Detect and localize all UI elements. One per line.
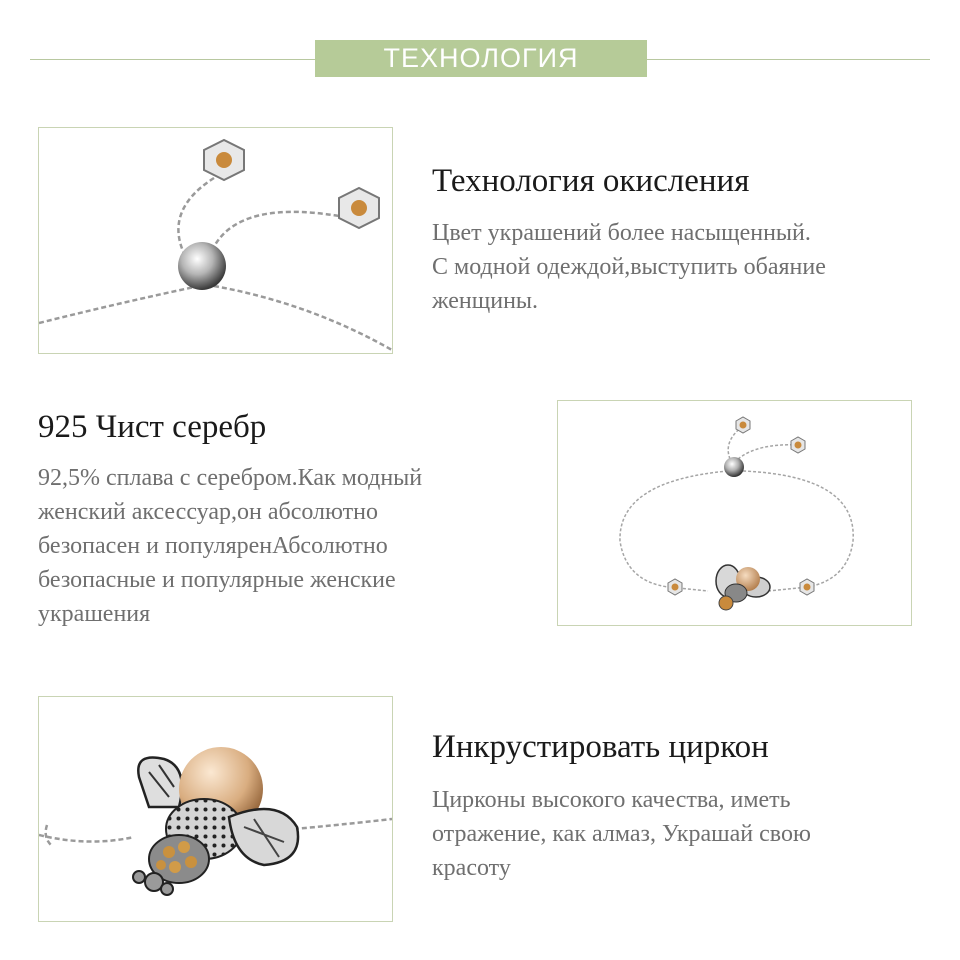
hexagon-charm-top bbox=[204, 140, 244, 180]
hexagon-charm-right bbox=[791, 437, 805, 453]
product-photo-full-bracelet bbox=[557, 400, 912, 626]
bee-charm bbox=[716, 565, 770, 610]
section-2-heading: 925 Чист серебр bbox=[38, 409, 267, 445]
hexagon-charm-right-bottom bbox=[800, 579, 814, 595]
section-3-text: Цирконы высокого качества, иметь отражение, как алмаз, Украшай свою красоту bbox=[432, 787, 811, 881]
slider-bead bbox=[724, 457, 744, 477]
divider-left bbox=[30, 59, 315, 60]
bee-wing-left bbox=[138, 757, 182, 807]
full-bracelet-illustration bbox=[558, 401, 911, 625]
bee-wing-right bbox=[229, 809, 298, 865]
section-1-heading: Технология окисления bbox=[432, 163, 750, 199]
slider-closeup-illustration bbox=[39, 128, 392, 353]
section-banner: ТЕХНОЛОГИЯ bbox=[315, 40, 647, 77]
bee-closeup-illustration bbox=[39, 697, 392, 921]
section-3-heading: Инкрустировать циркон bbox=[432, 729, 769, 765]
bee-zircon-abdomen bbox=[133, 835, 209, 895]
slider-bead bbox=[178, 242, 226, 290]
hexagon-charm-top bbox=[736, 417, 750, 433]
product-photo-bee-closeup bbox=[38, 696, 393, 922]
divider-right bbox=[647, 59, 930, 60]
hexagon-charm-left bbox=[668, 579, 682, 595]
hexagon-charm-right bbox=[339, 188, 379, 228]
section-1-text: Цвет украшений более насыщенный. С модной одеждой,выступить обаяние женщины. bbox=[432, 220, 826, 314]
product-photo-slider-closeup bbox=[38, 127, 393, 354]
section-2-text: 92,5% сплава с серебром.Как модный женский аксессуар,он абсолютно безопасен и популяренАбсолютно безопасные и популярные женские украшения bbox=[38, 465, 423, 627]
